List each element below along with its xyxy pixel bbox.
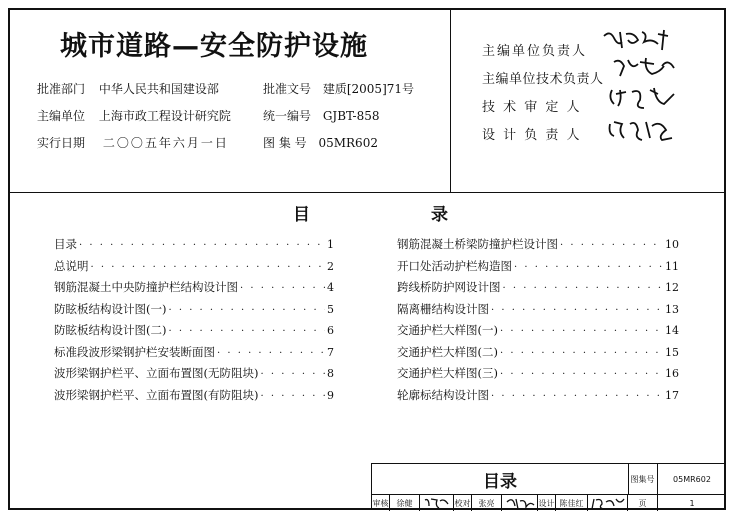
leader-dots [491,391,663,402]
toc-entry-title: 钢筋混凝土中央防撞护栏结构设计图 [54,280,238,294]
toc-entry-title: 标准段波形梁钢护栏安装断面图 [54,344,215,359]
toc-entry[interactable] [54,236,334,258]
toc-entry-page: 1 [327,238,334,251]
toc-entry-title: 波形梁钢护栏平、立面布置图(有防阻块) [54,387,259,402]
reviewer-signature [420,495,454,511]
leader-dots [503,283,664,294]
toc-entry-page: 8 [327,367,334,380]
leader-dots [168,326,325,337]
toc-entry-title: 防眩板结构设计图(一) [54,301,167,316]
page-label: 页 [628,495,658,511]
leader-dots [500,348,663,359]
leader-dots [560,240,663,251]
meta-row-3-right [263,134,378,151]
toc-entry[interactable] [397,236,679,258]
toc-entry-title: 交通护栏大样图(一) [397,323,498,337]
toc-entry-title: 钢筋混凝土桥梁防撞护栏设计图 [397,237,558,251]
signature-image [600,28,685,52]
toc-entry-title: 波形梁钢护栏平、立面布置图(无防阻块) [54,366,259,380]
meta-value: 上海市政工程设计研究院 [98,109,231,123]
toc-right-column [397,236,679,408]
toc-entry[interactable] [54,301,334,323]
role-technical-chief: 主编单位技术负责人 [482,72,604,87]
toc-entry-page: 15 [665,345,679,359]
designer-name: 陈佳红 [556,495,588,511]
leader-dots [500,369,663,380]
toc-entry-page: 13 [665,302,679,316]
toc-entry-page: 2 [327,259,334,273]
designer-signature [588,495,628,511]
toc-entry-page: 6 [327,324,334,337]
toc-left-column [54,236,334,408]
toc-entry[interactable] [54,279,334,301]
toc-entry-page: 12 [665,281,679,294]
toc-entry-title: 交通护栏大样图(三) [397,366,498,380]
toc-entry-title: 开口处活动护栏构造图 [397,258,512,273]
review-label: 审核 [372,495,390,511]
page-number: 1 [689,498,695,508]
meta-label: 实行日期 [37,136,86,150]
atlas-number-label: 图集号 [628,464,658,494]
leader-dots [514,262,663,273]
toc-entry-title: 轮廓标结构设计图 [397,387,489,402]
toc-entry[interactable] [397,365,679,387]
toc-heading-left: 目 [293,205,310,225]
meta-row-1-right [263,80,414,97]
sheet-title: 目录 [372,464,629,494]
meta-label: 统一编号 [263,109,312,123]
role-chief-editor: 主编单位负责人 [482,44,588,59]
toc-entry[interactable] [54,365,334,387]
header-vertical-divider [450,8,451,192]
toc-entry-page: 4 [327,281,334,294]
toc-entry[interactable] [397,258,679,280]
meta-value: 05MR602 [318,136,378,150]
title-block-signature-row [372,494,726,512]
toc-entry-page: 10 [665,238,679,251]
toc-entry-page: 14 [665,324,679,337]
toc-entry-page: 7 [327,345,334,359]
signature-image [600,56,685,80]
checker-name: 张亮 [472,495,502,511]
toc-entry-title: 隔离栅结构设计图 [397,301,489,316]
toc-entry-title: 跨线桥防护网设计图 [397,280,501,294]
toc-entry[interactable] [54,344,334,366]
atlas-number: 05MR602 [673,474,711,484]
role-design-lead: 设 计 负 责 人 [482,128,582,143]
leader-dots [260,369,325,380]
leader-dots [168,305,325,316]
role-technical-approver: 技 术 审 定 人 [482,100,582,115]
toc-entry-page: 16 [665,367,679,380]
meta-row-1 [37,80,219,97]
leader-dots [500,326,663,337]
toc-entry-page: 11 [665,259,679,273]
toc-entry-title: 总说明 [54,258,89,273]
toc-entry[interactable] [54,387,334,409]
meta-label: 批准部门 [37,82,86,96]
checker-signature [502,495,538,511]
signature-image [600,86,685,110]
leader-dots [491,305,663,316]
toc-entry-page: 5 [327,302,334,316]
toc-entry[interactable] [397,301,679,323]
toc-entry[interactable] [54,258,334,280]
toc-entry[interactable] [54,322,334,344]
toc-entry[interactable] [397,387,679,409]
meta-row-3 [37,134,229,151]
toc-entry-page: 9 [327,388,334,402]
toc-entry[interactable] [397,322,679,344]
signature-image [504,496,536,510]
toc-heading-right: 录 [431,205,448,225]
toc-entry-title: 交通护栏大样图(二) [397,344,498,359]
toc-entry-title: 防眩板结构设计图(二) [54,323,167,337]
meta-value: GJBT-858 [322,109,380,123]
signature-image [600,118,685,142]
header-divider [8,192,726,193]
atlas-title: 城市道路—安全防护设施 [60,31,368,62]
signature-image [422,496,452,510]
toc-entry[interactable] [397,279,679,301]
meta-label: 主编单位 [37,109,86,123]
toc-entry-title: 目录 [54,237,77,251]
leader-dots [260,391,325,402]
meta-value: 中华人民共和国建设部 [98,82,219,96]
toc-entry[interactable] [397,344,679,366]
design-label: 设计 [538,495,556,511]
meta-value: 二〇〇五年六月一日 [102,136,229,150]
meta-label: 图 集 号 [263,136,307,150]
meta-value: 建质[2005]71号 [322,82,415,96]
leader-dots [91,262,326,273]
leader-dots [217,348,325,359]
toc-entry-page: 17 [665,388,679,402]
leader-dots [240,283,325,294]
check-label: 校对 [454,495,472,511]
meta-row-2-right [263,107,379,124]
title-block [371,463,726,510]
reviewer-name: 徐健 [390,495,420,511]
signature-image [590,496,626,510]
meta-label: 批准文号 [263,82,312,96]
meta-row-2 [37,107,231,124]
leader-dots [79,240,325,251]
